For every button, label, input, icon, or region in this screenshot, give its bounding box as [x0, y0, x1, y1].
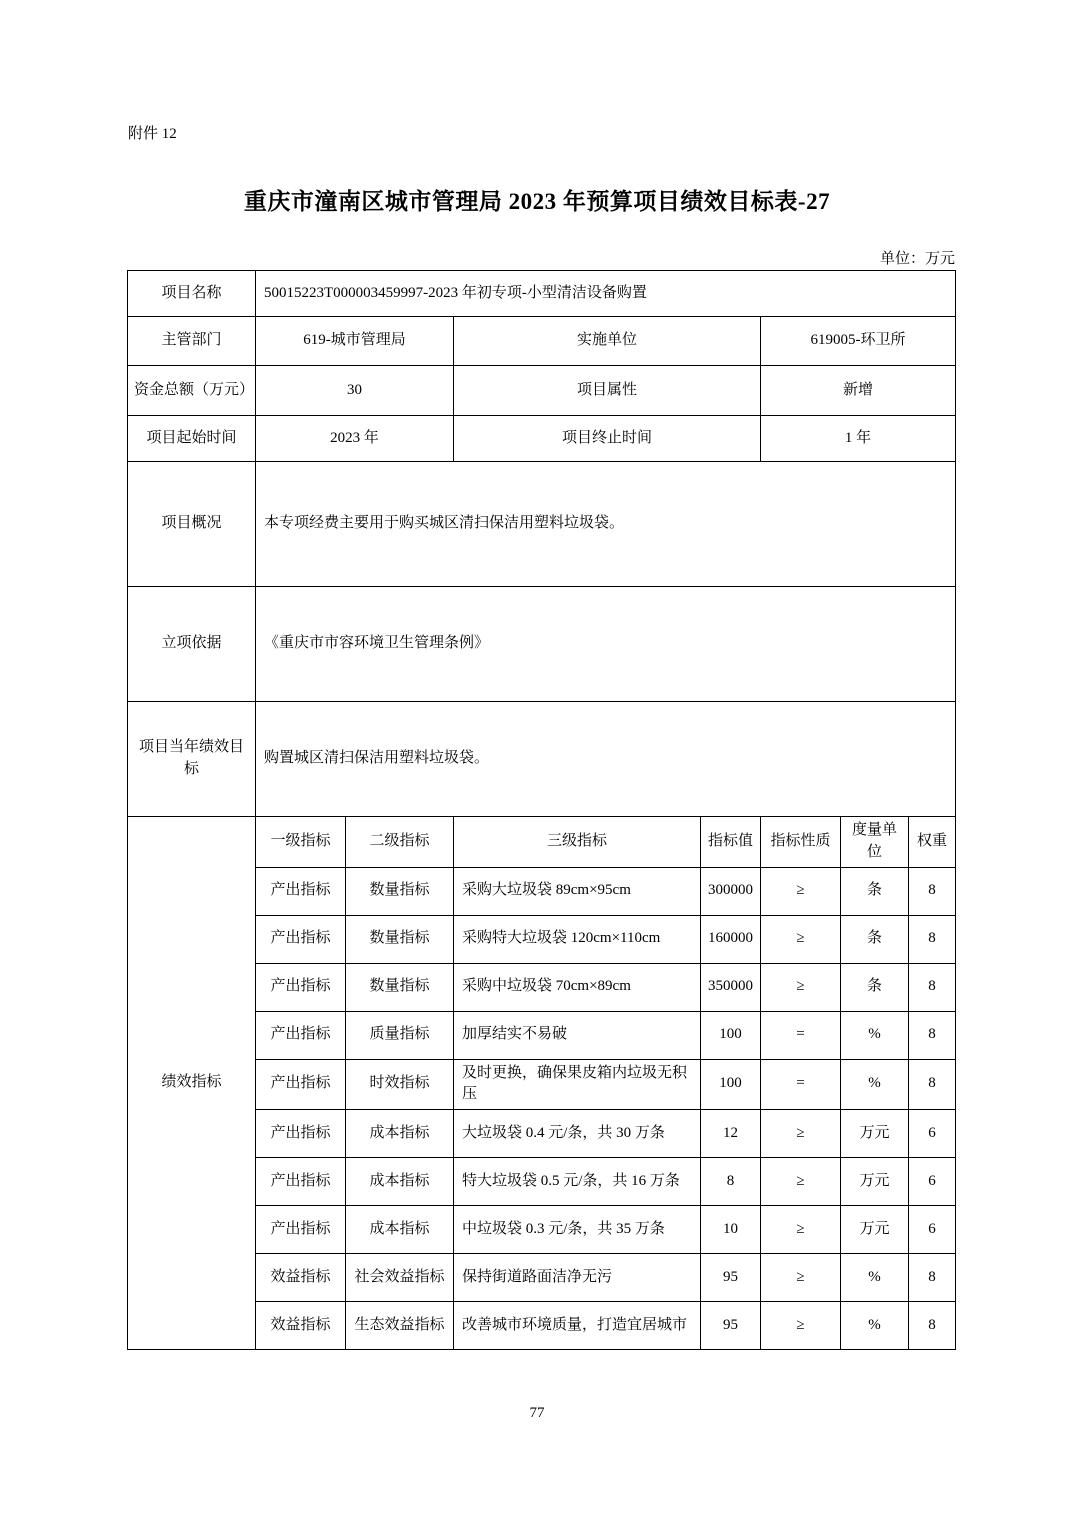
indicator-cell: 8 [909, 1011, 956, 1059]
indicator-cell: 数量指标 [346, 867, 454, 915]
indicator-cell: 160000 [701, 915, 761, 963]
indicator-cell: 采购中垃圾袋 70cm×89cm [454, 963, 701, 1011]
table-row [128, 587, 956, 702]
indicator-cell: 6 [909, 1206, 956, 1254]
indicator-cell: 350000 [701, 963, 761, 1011]
start-label: 项目起始时间 [128, 416, 256, 462]
goal-label: 项目当年绩效目标 [128, 702, 256, 817]
indicator-cell: 成本指标 [346, 1158, 454, 1206]
basis-value: 《重庆市市容环境卫生管理条例》 [256, 587, 956, 702]
attachment-label: 附件 12 [128, 126, 177, 142]
indicator-cell: 加厚结实不易破 [454, 1011, 701, 1059]
page-number: 77 [529, 1405, 545, 1421]
indicator-cell: 8 [909, 1302, 956, 1350]
indicator-cell: 8 [909, 867, 956, 915]
indicator-cell: 产出指标 [256, 1011, 346, 1059]
end-value: 1 年 [761, 416, 956, 462]
indicator-cell: 8 [909, 1254, 956, 1302]
indicator-cell: 效益指标 [256, 1254, 346, 1302]
indicator-cell: 6 [909, 1158, 956, 1206]
indicator-cell: 12 [701, 1110, 761, 1158]
dept-label: 主管部门 [128, 317, 256, 366]
indicator-cell: 保持街道路面洁净无污 [454, 1254, 701, 1302]
indicator-header-unit: 度量单位 [841, 817, 909, 868]
overview-value: 本专项经费主要用于购买城区清扫保洁用塑料垃圾袋。 [256, 462, 956, 587]
indicator-cell: 社会效益指标 [346, 1254, 454, 1302]
indicator-cell: 95 [701, 1254, 761, 1302]
goal-value: 购置城区清扫保洁用塑料垃圾袋。 [256, 702, 956, 817]
indicator-cell: 生态效益指标 [346, 1302, 454, 1350]
indicator-header-level3: 三级指标 [454, 817, 701, 868]
indicator-cell: 及时更换，确保果皮箱内垃圾无积压 [454, 1059, 701, 1110]
fund-value: 30 [256, 366, 454, 416]
indicator-cell: 95 [701, 1302, 761, 1350]
end-label: 项目终止时间 [454, 416, 761, 462]
document-title: 重庆市潼南区城市管理局 2023 年预算项目绩效目标表-27 [243, 189, 831, 214]
indicator-cell: 万元 [841, 1110, 909, 1158]
indicator-cell: 8 [909, 915, 956, 963]
indicator-cell: % [841, 1302, 909, 1350]
overview-label: 项目概况 [128, 462, 256, 587]
indicator-cell: ≥ [761, 1302, 841, 1350]
indicator-cell: 大垃圾袋 0.4 元/条，共 30 万条 [454, 1110, 701, 1158]
indicator-header-nature: 指标性质 [761, 817, 841, 868]
table-row [128, 416, 956, 462]
indicator-cell: 特大垃圾袋 0.5 元/条，共 16 万条 [454, 1158, 701, 1206]
indicator-cell: 质量指标 [346, 1011, 454, 1059]
indicator-cell: 条 [841, 867, 909, 915]
indicator-header-level2: 二级指标 [346, 817, 454, 868]
indicator-cell: 产出指标 [256, 1059, 346, 1110]
indicator-header-value: 指标值 [701, 817, 761, 868]
indicator-cell: 效益指标 [256, 1302, 346, 1350]
indicator-cell: 8 [909, 1059, 956, 1110]
indicator-cell: % [841, 1059, 909, 1110]
indicator-cell: 条 [841, 963, 909, 1011]
indicator-cell: 产出指标 [256, 915, 346, 963]
indicator-cell: 产出指标 [256, 1206, 346, 1254]
indicator-cell: 改善城市环境质量，打造宜居城市 [454, 1302, 701, 1350]
indicator-cell: 数量指标 [346, 915, 454, 963]
project-name-label: 项目名称 [128, 271, 256, 317]
indicator-cell: 产出指标 [256, 1110, 346, 1158]
perf-label: 绩效指标 [128, 817, 256, 1350]
table-row [128, 317, 956, 366]
indicator-header-level1: 一级指标 [256, 817, 346, 868]
indicator-cell: 产出指标 [256, 963, 346, 1011]
indicator-cell: 100 [701, 1059, 761, 1110]
project-table [127, 270, 956, 1350]
table-row [128, 366, 956, 416]
indicator-cell: 时效指标 [346, 1059, 454, 1110]
indicator-cell: 6 [909, 1110, 956, 1158]
indicator-cell: 条 [841, 915, 909, 963]
indicator-header-weight: 权重 [909, 817, 956, 868]
indicator-cell: 300000 [701, 867, 761, 915]
indicator-cell: 中垃圾袋 0.3 元/条，共 35 万条 [454, 1206, 701, 1254]
indicator-header-row [128, 817, 956, 868]
impl-label: 实施单位 [454, 317, 761, 366]
indicator-cell: 采购特大垃圾袋 120cm×110cm [454, 915, 701, 963]
indicator-cell: 8 [701, 1158, 761, 1206]
project-name-value: 50015223T000003459997-2023 年初专项-小型清洁设备购置 [256, 271, 956, 317]
start-value: 2023 年 [256, 416, 454, 462]
dept-value: 619-城市管理局 [256, 317, 454, 366]
impl-value: 619005-环卫所 [761, 317, 956, 366]
indicator-cell: = [761, 1059, 841, 1110]
indicator-cell: ≥ [761, 915, 841, 963]
indicator-cell: ≥ [761, 1110, 841, 1158]
indicator-cell: % [841, 1254, 909, 1302]
indicator-cell: ≥ [761, 1206, 841, 1254]
indicator-cell: 产出指标 [256, 867, 346, 915]
fund-label: 资金总额（万元） [128, 366, 256, 416]
attr-label: 项目属性 [454, 366, 761, 416]
indicator-cell: ≥ [761, 963, 841, 1011]
basis-label: 立项依据 [128, 587, 256, 702]
indicator-cell: ≥ [761, 1158, 841, 1206]
indicator-cell: = [761, 1011, 841, 1059]
indicator-cell: 万元 [841, 1158, 909, 1206]
table-row [128, 271, 956, 317]
unit-note: 单位：万元 [879, 251, 955, 267]
indicator-cell: 产出指标 [256, 1158, 346, 1206]
indicator-cell: 成本指标 [346, 1110, 454, 1158]
indicator-cell: % [841, 1011, 909, 1059]
table-row [128, 702, 956, 817]
indicator-cell: 万元 [841, 1206, 909, 1254]
indicator-cell: 10 [701, 1206, 761, 1254]
indicator-cell: 数量指标 [346, 963, 454, 1011]
table-row [128, 462, 956, 587]
indicator-cell: 采购大垃圾袋 89cm×95cm [454, 867, 701, 915]
indicator-cell: 8 [909, 963, 956, 1011]
attr-value: 新增 [761, 366, 956, 416]
indicator-cell: ≥ [761, 867, 841, 915]
indicator-cell: 成本指标 [346, 1206, 454, 1254]
indicator-cell: 100 [701, 1011, 761, 1059]
indicator-cell: ≥ [761, 1254, 841, 1302]
